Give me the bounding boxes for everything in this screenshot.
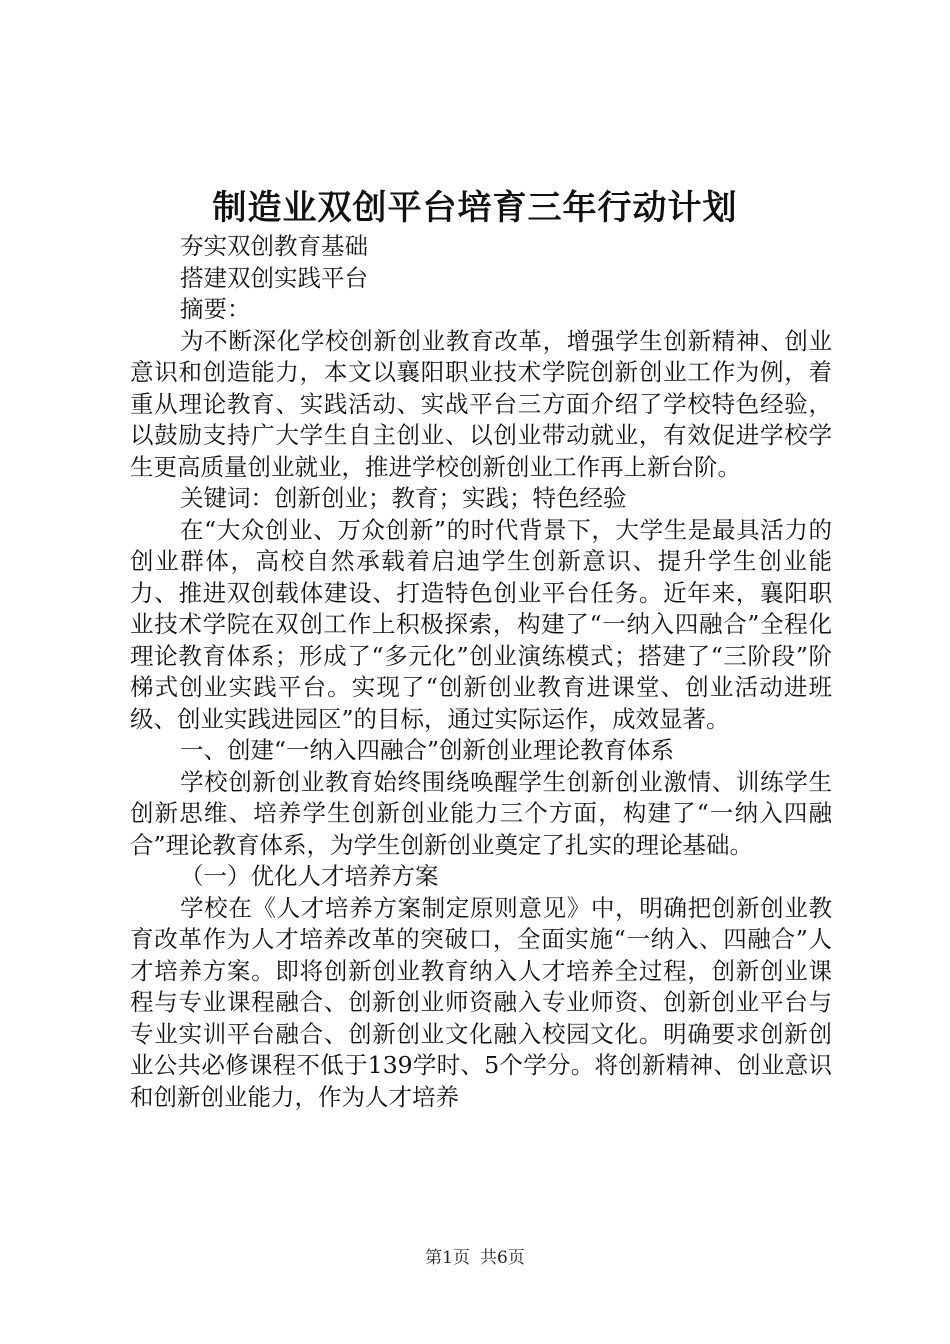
subtitle-line: 夯实双创教育基础 — [180, 232, 368, 260]
subsection-heading: （一）优化人才培养方案 — [180, 862, 439, 890]
keywords-line: 关键词：创新创业；教育；实践；特色经验 — [180, 484, 627, 512]
abstract-paragraph: 为不断深化学校创新创业教育改革，增强学生创新精神、创业意识和创造能力，本文以襄阳职业技术学院创新创业工作为例，着重从理论教育、实践活动、实战平台三方面介绍了学校特色经验，以鼓励支持广大学生自主创业、以创业带动就业，有效促进学校学生更高质量创业就业，推进学校创新创业工作再上新台阶。 — [130, 326, 832, 481]
abstract-heading: 摘要： — [180, 295, 251, 323]
section-heading: 一、创建“一纳入四融合”创新创业理论教育体系 — [180, 736, 675, 764]
page-total: 共6页 — [480, 1248, 525, 1268]
page-number: 第1页 — [425, 1248, 470, 1268]
subtitle-line: 搭建双创实践平台 — [180, 263, 368, 292]
page-footer — [0, 1246, 950, 1270]
body-paragraph: 学校创新创业教育始终围绕唤醒学生创新创业激情、训练学生创新思维、培养学生创新创业能力三个方面，构建了“一纳入四融合”理论教育体系，为学生创新创业奠定了扎实的理论基础。 — [130, 767, 832, 859]
document-body — [130, 231, 832, 1113]
body-paragraph: 在“大众创业、万众创新”的时代背景下，大学生是最具活力的创业群体，高校自然承载着启迪学生创新意识、提升学生创业能力、推进双创载体建设、打造特色创业平台任务。近年来，襄阳职业技术学院在双创工作上积极探索，构建了“一纳入四融合”全程化理论教育体系；形成了“多元化”创业演练模式；搭建了“三阶段”阶梯式创业实践平台。实现了“创新创业教育进课堂、创业活动进班级、创业实践进园区”的目标，通过实际运作，成效显著。 — [130, 515, 832, 733]
body-paragraph: 学校在《人才培养方案制定原则意见》中，明确把创新创业教育改革作为人才培养改革的突破口，全面实施“一纳入、四融合”人才培养方案。即将创新创业教育纳入人才培养全过程，创新创业课程与专业课程融合、创新创业师资融入专业师资、创新创业平台与专业实训平台融合、创新创业文化融入校园文化。明确要求创新创业公共必修课程不低于139学时、5个学分。将创新精神、创业意识和创新创业能力，作为人才培养 — [130, 893, 832, 1111]
document-title: 制造业双创平台培育三年行动计划 — [212, 188, 738, 228]
